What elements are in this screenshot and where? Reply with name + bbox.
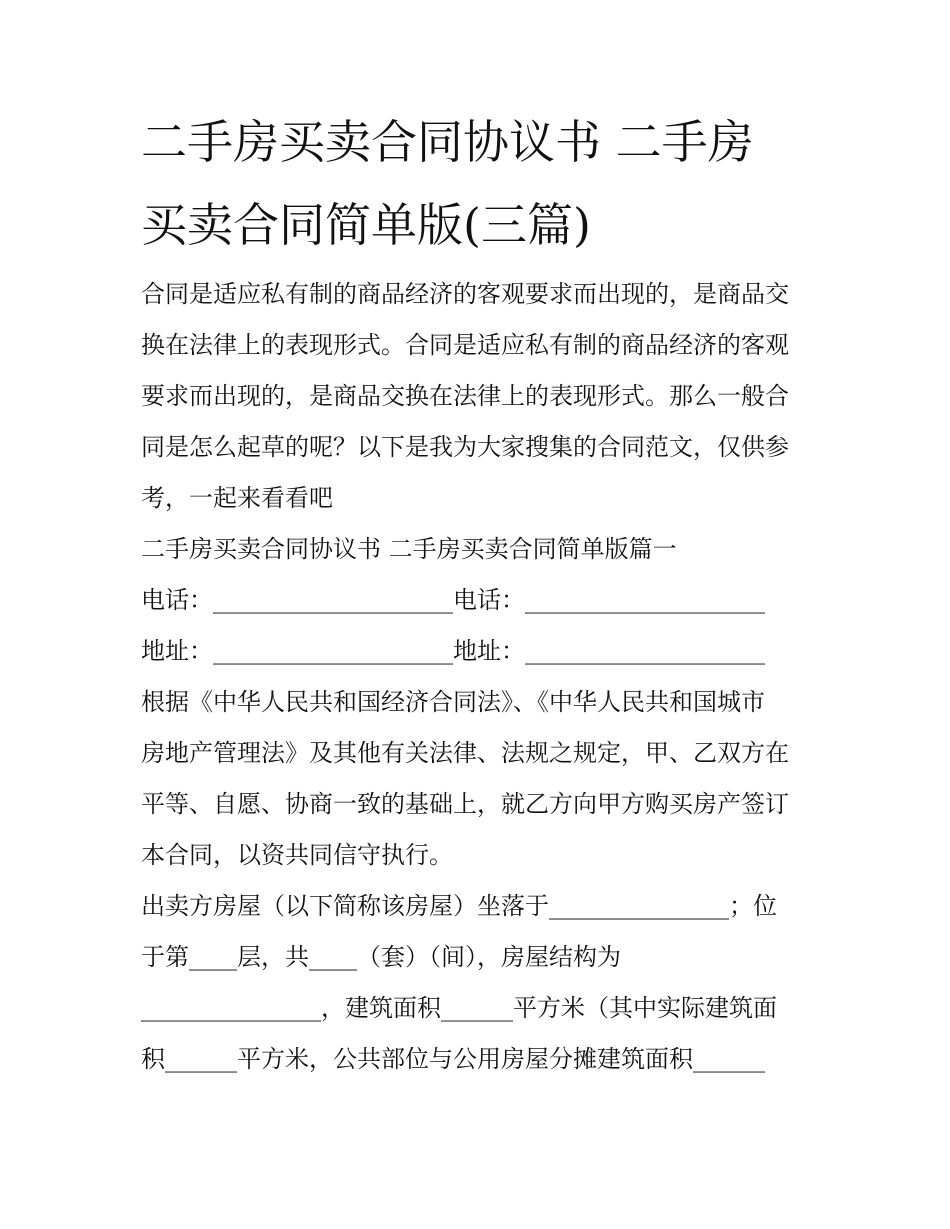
legal-basis-line-3: 平等、自愿、协商一致的基础上，就乙方向甲方购买房产签订 [141,790,789,818]
property-line-3: _______________，建筑面积______平方米（其中实际建筑面 [141,994,777,1022]
title-line-2: 买卖合同简单版(三篇) [141,198,591,252]
legal-basis-line-1: 根据《中华人民共和国经济合同法》、《中华人民共和国城市 [141,688,765,716]
document-title [141,115,816,252]
property-line-1: 出卖方房屋（以下简称该房屋）坐落于_______________；位 [141,892,777,920]
legal-basis-line-2: 房地产管理法》及其他有关法律、法规之规定，甲、乙双方在 [141,739,789,767]
document-page [141,115,816,1085]
intro-line-1: 合同是适应私有制的商品经济的客观要求而出现的，是商品交 [141,280,789,308]
address-fields-line: 地址：____________________地址：____________________ [141,637,765,665]
intro-line-5: 考，一起来看看吧 [141,484,333,512]
phone-fields-line: 电话：____________________电话：____________________ [141,586,765,614]
property-line-4: 积______平方米，公共部位与公用房屋分摊建筑面积______ [141,1045,765,1073]
intro-line-4: 同是怎么起草的呢？以下是我为大家搜集的合同范文，仅供参 [141,433,789,461]
property-line-2: 于第____层，共____（套）（间），房屋结构为 [141,943,621,971]
section-heading: 二手房买卖合同协议书 二手房买卖合同简单版篇一 [141,535,677,563]
intro-line-2: 换在法律上的表现形式。合同是适应私有制的商品经济的客观 [141,331,789,359]
document-body [141,269,816,1085]
title-line-1: 二手房买卖合同协议书 二手房 [141,115,754,169]
intro-line-3: 要求而出现的，是商品交换在法律上的表现形式。那么一般合 [141,382,789,410]
legal-basis-line-4: 本合同，以资共同信守执行。 [141,841,453,869]
